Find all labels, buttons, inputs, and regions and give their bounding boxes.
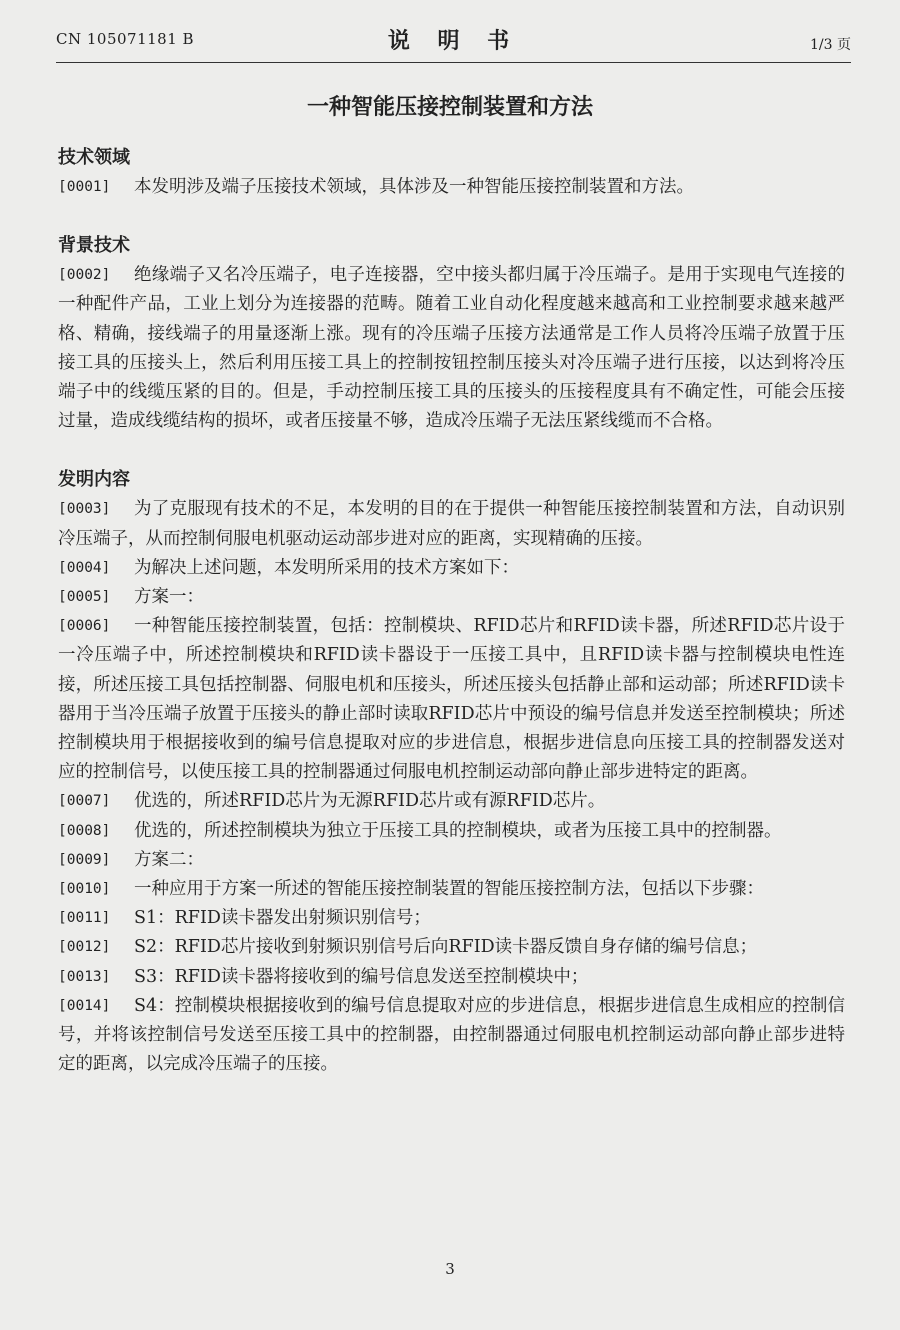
paragraph bbox=[58, 992, 845, 1080]
paragraph-number: [0001] bbox=[58, 179, 111, 195]
paragraph-text: 优选的，所述控制模块为独立于压接工具的控制模块，或者为压接工具中的控制器。 bbox=[134, 820, 782, 841]
paragraph-number: [0007] bbox=[58, 793, 111, 810]
document-body bbox=[58, 143, 845, 1079]
paragraph-number: [0005] bbox=[58, 589, 111, 606]
paragraph bbox=[58, 846, 845, 875]
paragraph bbox=[58, 495, 845, 553]
section-heading: 发明内容 bbox=[58, 469, 130, 491]
paragraph bbox=[58, 787, 845, 816]
paragraph-text: 一种智能压接控制装置，包括：控制模块、RFID芯片和RFID读卡器，所述RFID芯片设于一冷压端子中，所述控制模块和RFID读卡器设于一压接工具中，且RFID读卡器与控制模块电性连接，所述压接工具包括控制器、伺服电机和压接头，所述压接头包括静止部和运动部；所述RFID读卡器用于当冷压端子放置于压接头的静止部时读取RFID芯片中预设的编号信息并发送至控制模块；所述控制模块用于根据接收到的编号信息提取对应的步进信息，根据步进信息向压接工具的控制器发送对应的控制信号，以使压接工具的控制器通过伺服电机控制运动部向静止部步进特定的距离。 bbox=[58, 616, 845, 783]
paragraph bbox=[58, 963, 845, 992]
page-number: 3 bbox=[445, 1260, 455, 1278]
paragraph-text: 方案二： bbox=[134, 849, 204, 870]
paragraph bbox=[58, 875, 845, 904]
page-info: 1/3 页 bbox=[810, 37, 851, 53]
page-header bbox=[56, 22, 851, 63]
document-type: 说 明 书 bbox=[387, 28, 520, 54]
paragraph-text: 方案一： bbox=[134, 587, 204, 608]
paragraph-number: [0014] bbox=[58, 997, 111, 1014]
paragraph-number: [0002] bbox=[58, 267, 111, 284]
paragraph-number: [0011] bbox=[58, 910, 111, 927]
paragraph bbox=[58, 904, 845, 933]
paragraph bbox=[58, 583, 845, 612]
paragraph-text: S1：RFID读卡器发出射频识别信号； bbox=[134, 908, 431, 929]
paragraph-number: [0013] bbox=[58, 968, 111, 985]
paragraph bbox=[58, 261, 845, 436]
paragraph-number: [0009] bbox=[58, 851, 111, 868]
paragraph-text: S2：RFID芯片接收到射频识别信号后向RFID读卡器反馈自身存储的编号信息； bbox=[134, 937, 758, 958]
paragraph-text: 绝缘端子又名冷压端子，电子连接器，空中接头都归属于冷压端子。是用于实现电气连接的一种配件产品，工业上划分为连接器的范畴。随着工业自动化程度越来越高和工业控制要求越来越严格、精确，接线端子的用量逐渐上涨。现有的冷压端子压接方法通常是工作人员将冷压端子放置于压接工具的压接头上，然后利用压接工具上的控制按钮控制压接头对冷压端子进行压接，以达到将冷压端子中的线缆压紧的目的。但是，手动控制压接工具的压接头的压接程度具有不确定性，可能会压接过量，造成线缆结构的损坏，或者压接量不够，造成冷压端子无法压紧线缆而不合格。 bbox=[58, 265, 845, 432]
paragraph-number: [0010] bbox=[58, 881, 111, 898]
paragraph-number: [0004] bbox=[58, 559, 111, 576]
paragraph bbox=[58, 554, 845, 583]
paragraph bbox=[58, 173, 845, 202]
paragraph-number: [0012] bbox=[58, 939, 111, 956]
paragraph-number: [0008] bbox=[58, 822, 111, 839]
paragraph bbox=[58, 817, 845, 846]
paragraph bbox=[58, 612, 845, 787]
publication-number: CN 105071181 B bbox=[56, 30, 195, 48]
paragraph-text: S4：控制模块根据接收到的编号信息提取对应的步进信息，根据步进信息生成相应的控制信号，并将该控制信号发送至压接工具中的控制器，由控制器通过伺服电机控制运动部向静止部步进特定的距离，以完成冷压端子的压接。 bbox=[58, 995, 845, 1075]
paragraph-text: 本发明涉及端子压接技术领域，具体涉及一种智能压接控制装置和方法。 bbox=[134, 177, 694, 197]
paragraph bbox=[58, 933, 845, 962]
paragraph-number: [0003] bbox=[58, 501, 111, 518]
paragraph-text: 为解决上述问题，本发明所采用的技术方案如下： bbox=[134, 557, 519, 578]
document-title: 一种智能压接控制装置和方法 bbox=[306, 95, 593, 120]
paragraph-text: S3：RFID读卡器将接收到的编号信息发送至控制模块中； bbox=[134, 966, 589, 987]
section-heading: 技术领域 bbox=[58, 147, 130, 168]
paragraph-text: 一种应用于方案一所述的智能压接控制装置的智能压接控制方法，包括以下步骤： bbox=[134, 879, 764, 900]
section-heading: 背景技术 bbox=[58, 235, 130, 257]
paragraph-number: [0006] bbox=[58, 618, 111, 635]
paragraph-text: 优选的，所述RFID芯片为无源RFID芯片或有源RFID芯片。 bbox=[134, 791, 606, 812]
paragraph-text: 为了克服现有技术的不足，本发明的目的在于提供一种智能压接控制装置和方法，自动识别冷压端子，从而控制伺服电机驱动运动部步进对应的距离，实现精确的压接。 bbox=[58, 499, 845, 549]
